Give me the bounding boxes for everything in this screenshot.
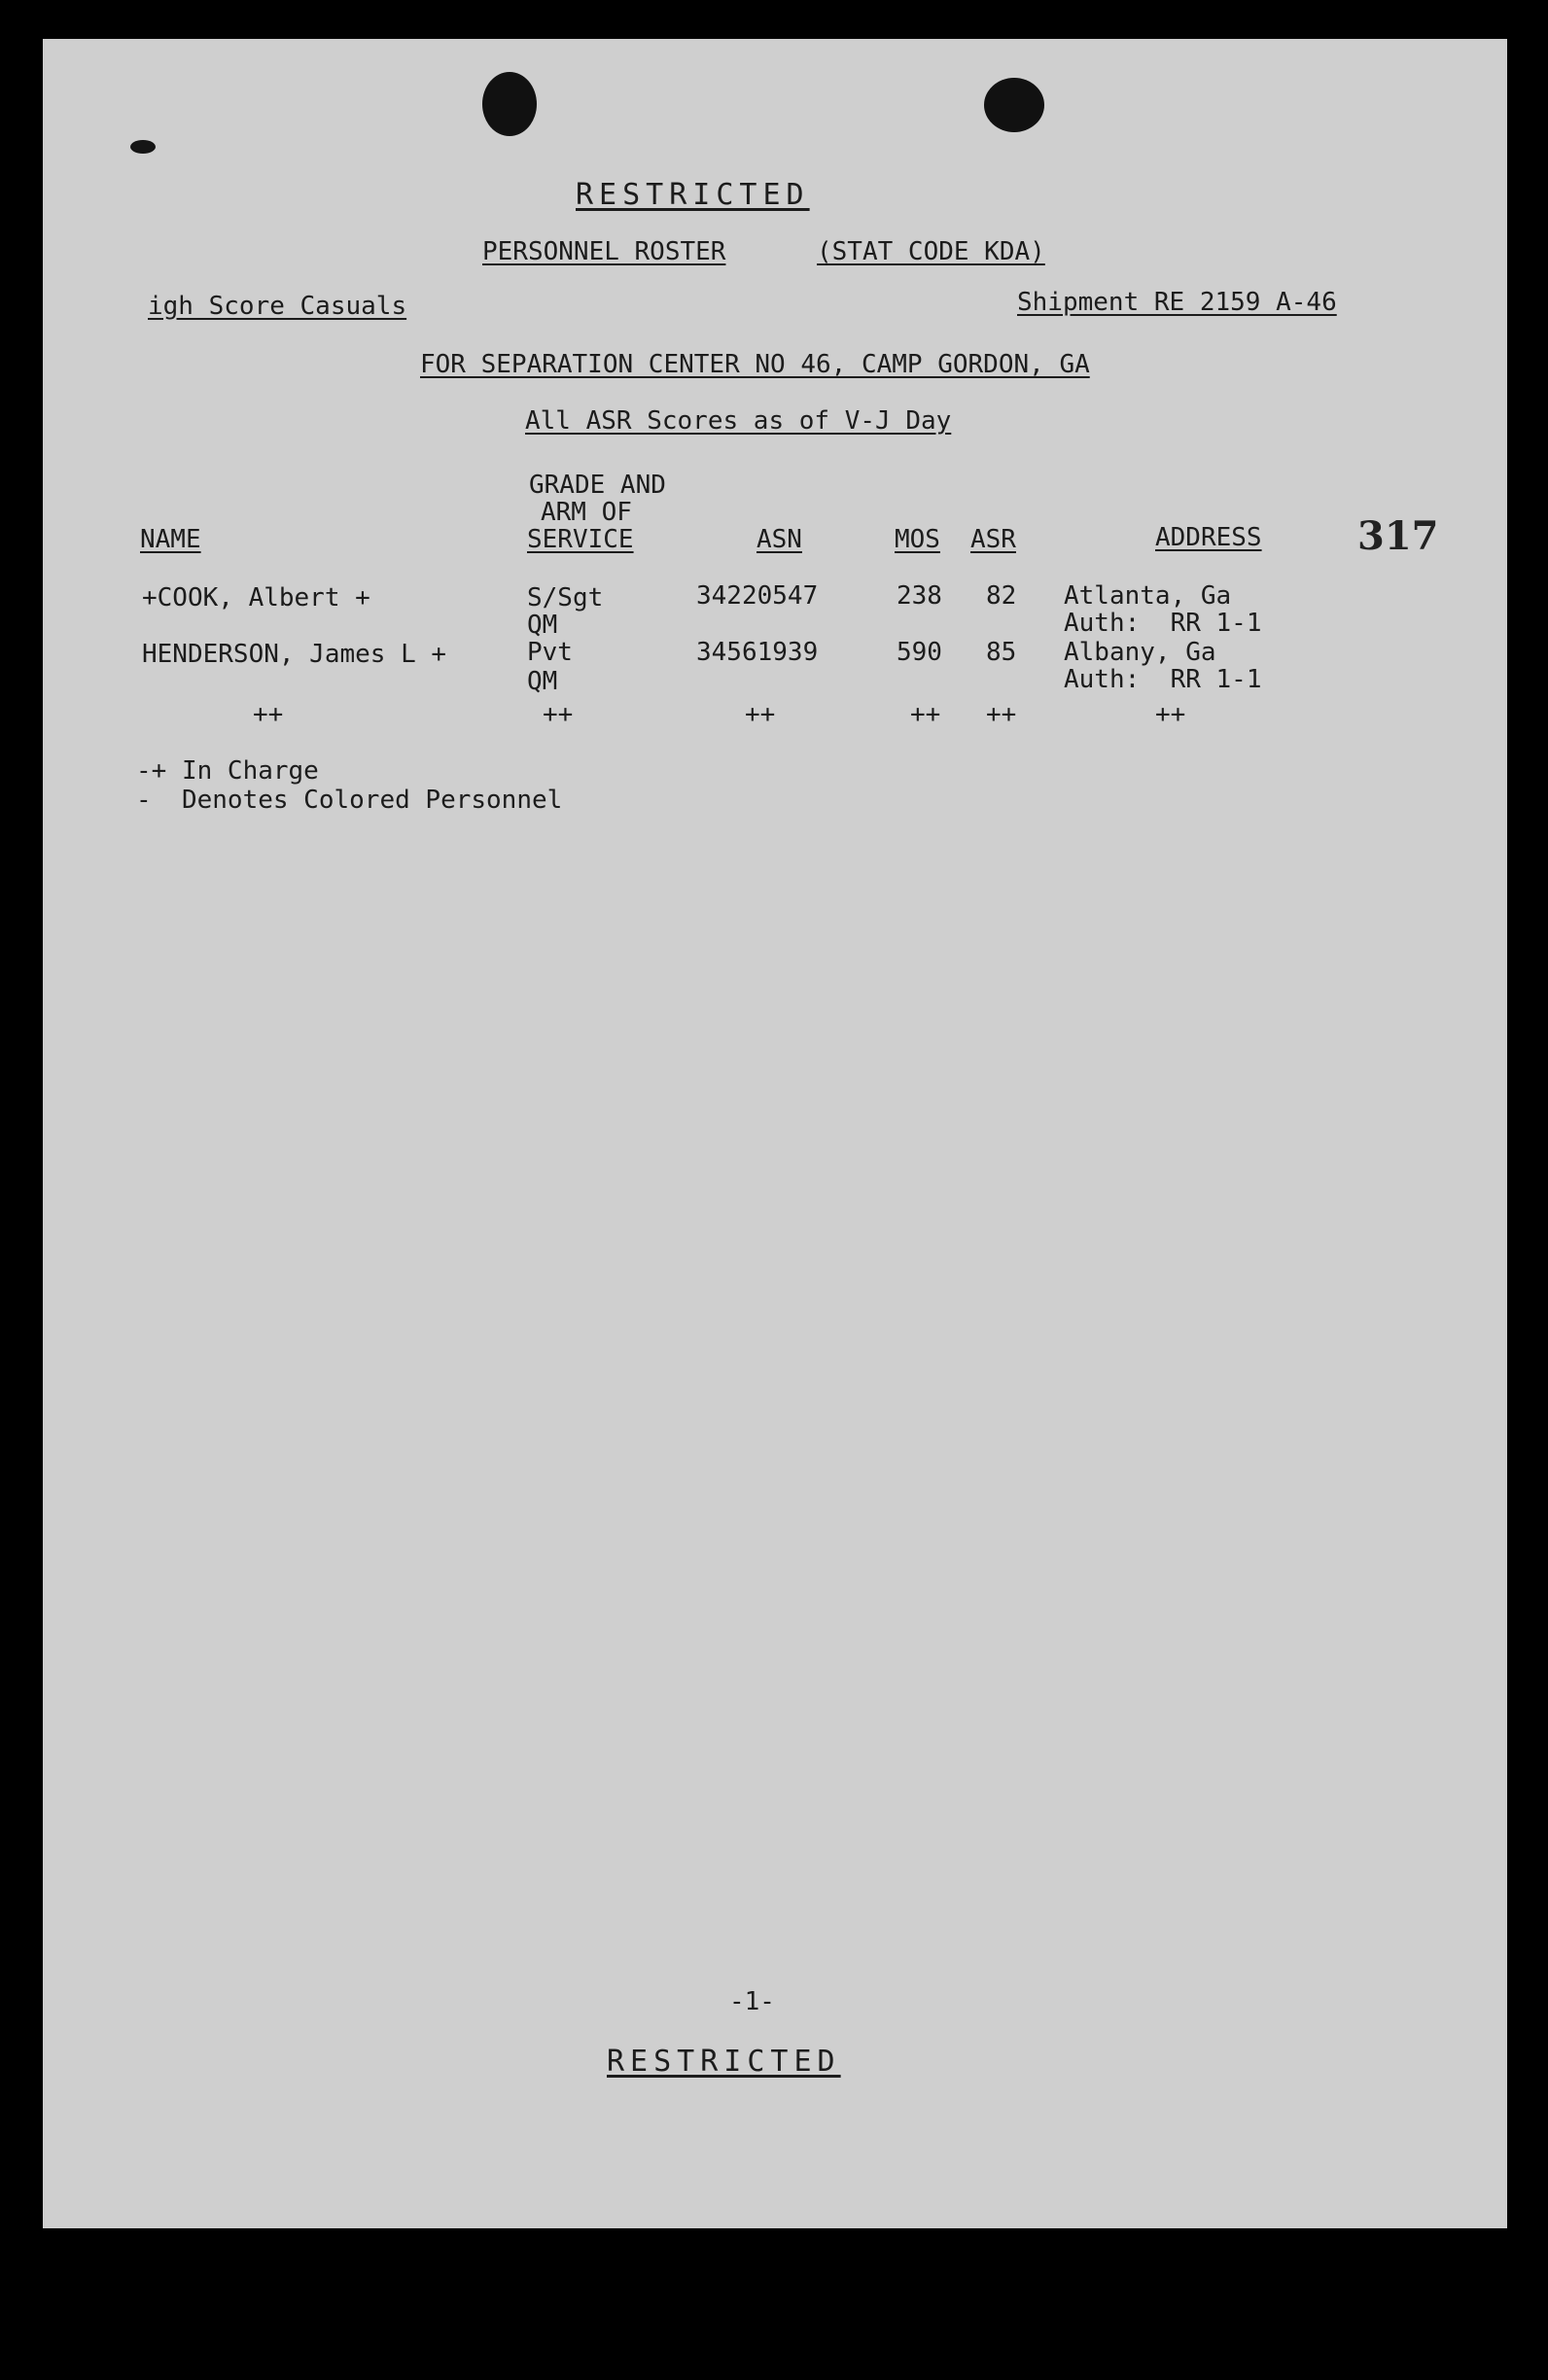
scores-note: All ASR Scores as of V-J Day xyxy=(525,406,952,436)
punch-hole-right xyxy=(984,78,1044,132)
end-mark-mos: ++ xyxy=(910,700,941,729)
row1-name: +COOK, Albert + xyxy=(142,583,370,612)
row2-asr: 85 xyxy=(986,638,1017,667)
group-label: igh Score Casuals xyxy=(148,292,407,321)
row2-grade: Pvt xyxy=(527,638,573,667)
row1-auth: Auth: RR 1-1 xyxy=(1064,609,1262,638)
row2-name: HENDERSON, James L + xyxy=(142,640,447,669)
col-header-name: NAME xyxy=(140,525,201,554)
shipment-label: Shipment RE 2159 A-46 xyxy=(1017,288,1337,317)
row1-asr: 82 xyxy=(986,581,1017,611)
row2-address: Albany, Ga xyxy=(1064,638,1216,667)
legend-colored-personnel: - Denotes Colored Personnel xyxy=(136,786,563,815)
col-header-asr: ASR xyxy=(970,525,1016,554)
col-header-mos: MOS xyxy=(895,525,940,554)
row1-mos: 238 xyxy=(897,581,942,611)
row1-address: Atlanta, Ga xyxy=(1064,581,1232,611)
row1-asn: 34220547 xyxy=(696,581,819,611)
classification-top: RESTRICTED xyxy=(576,178,810,212)
col-header-address: ADDRESS xyxy=(1155,523,1262,552)
col-header-grade-3: SERVICE xyxy=(527,525,634,554)
page-number: -1- xyxy=(729,1987,775,2016)
stat-code: (STAT CODE KDA) xyxy=(817,237,1045,266)
row2-asn: 34561939 xyxy=(696,638,819,667)
row2-mos: 590 xyxy=(897,638,942,667)
classification-bottom: RESTRICTED xyxy=(607,2045,841,2079)
row1-grade: S/Sgt xyxy=(527,583,604,612)
col-header-asn: ASN xyxy=(756,525,802,554)
legend-in-charge: -+ In Charge xyxy=(136,756,319,786)
end-mark-asn: ++ xyxy=(745,700,776,729)
punch-hole-left xyxy=(482,72,537,136)
col-header-grade-1: GRADE AND xyxy=(529,471,666,500)
row1-arm: QM xyxy=(527,611,558,640)
end-mark-asr: ++ xyxy=(986,700,1017,729)
end-mark-address: ++ xyxy=(1155,700,1186,729)
row2-arm: QM xyxy=(527,667,558,696)
ink-spot xyxy=(130,140,156,154)
end-mark-name: ++ xyxy=(253,700,284,729)
row2-auth: Auth: RR 1-1 xyxy=(1064,665,1262,694)
roster-title: PERSONNEL ROSTER xyxy=(482,237,726,266)
col-header-grade-2: ARM OF xyxy=(541,498,632,527)
end-mark-grade: ++ xyxy=(543,700,574,729)
document-page xyxy=(43,39,1507,2228)
stamp-number: 317 xyxy=(1357,513,1439,559)
destination: FOR SEPARATION CENTER NO 46, CAMP GORDON, GA xyxy=(420,350,1090,379)
